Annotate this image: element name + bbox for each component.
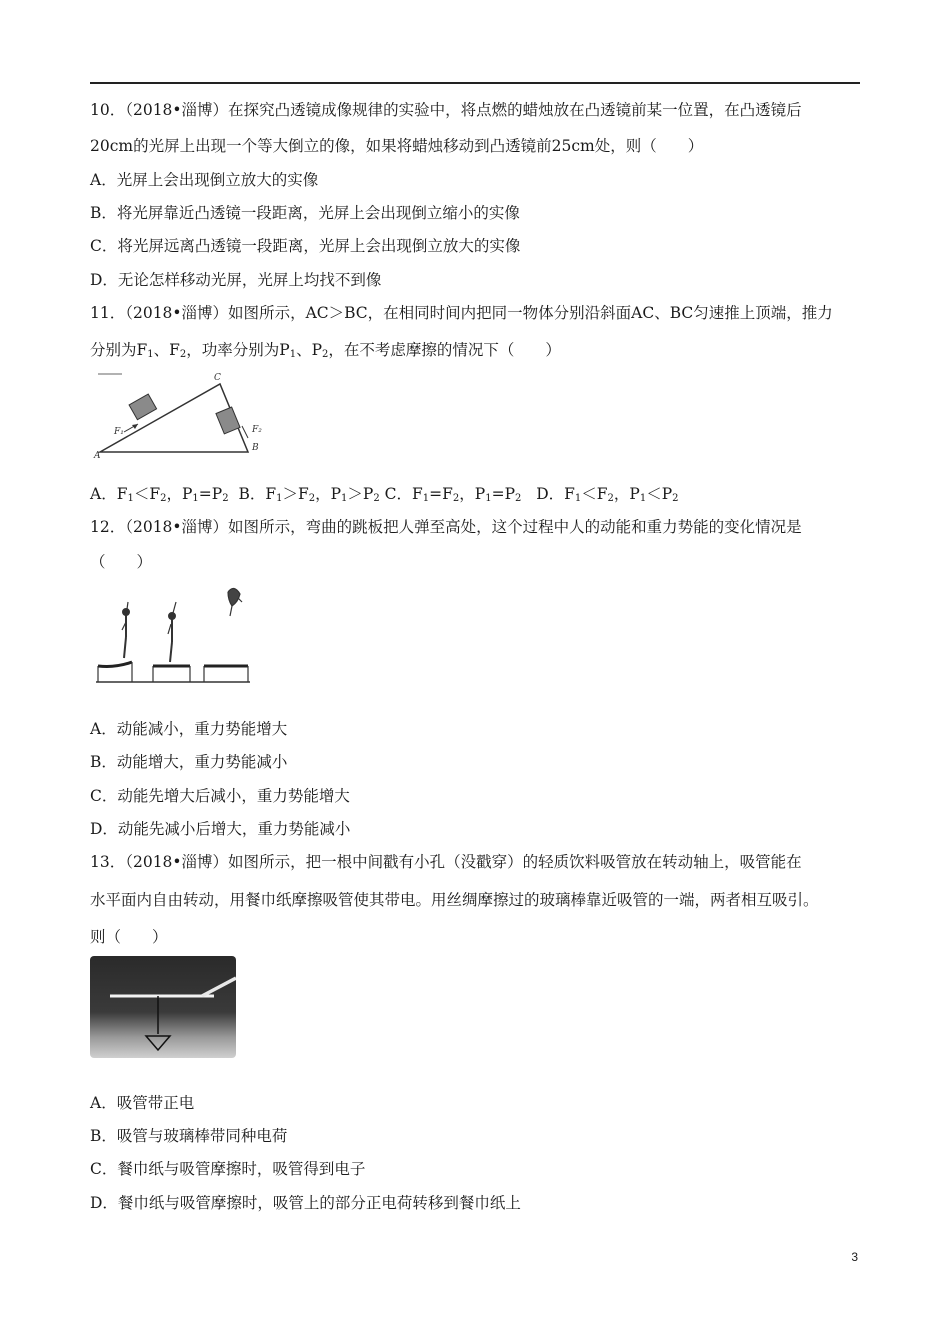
q11-stem-line1: 11．（2018•淄博）如图所示，AC＞BC，在相同时间内把同一物体分别沿斜面AC、BC匀速推上顶端，推力	[90, 304, 833, 322]
springboard-figure	[92, 582, 252, 686]
q12-option-b: B．动能增大，重力势能减小	[90, 753, 288, 771]
diver-3	[228, 588, 242, 616]
incline-figure	[92, 368, 272, 460]
f2-arrow	[242, 426, 248, 438]
page-number: 3	[851, 1250, 858, 1264]
q10-stem-line2: 20cm的光屏上出现一个等大倒立的像，如果将蜡烛移动到凸透镜前25cm处，则（ ）	[90, 137, 704, 155]
photo-background	[90, 956, 236, 1058]
header-rule	[90, 82, 860, 84]
label-b: B	[252, 443, 259, 453]
q12-option-c: C．动能先增大后减小，重力势能增大	[90, 787, 350, 805]
q10-option-b: B．将光屏靠近凸透镜一段距离，光屏上会出现倒立缩小的实像	[90, 204, 520, 222]
q10-stem-line1: 10．（2018•淄博）在探究凸透镜成像规律的实验中，将点燃的蜡烛放在凸透镜前某一位置，在凸透镜后	[90, 101, 802, 119]
springboard-flat-2	[204, 666, 248, 682]
label-f2: F₂	[252, 425, 262, 435]
springboard-flat-1	[153, 666, 190, 682]
diver-1	[122, 602, 129, 658]
block-on-bc	[216, 407, 240, 434]
q13-option-a: A．吸管带正电	[90, 1094, 195, 1112]
q12-option-a: A．动能减小，重力势能增大	[90, 720, 288, 738]
label-c: C	[214, 373, 221, 383]
straw-photo	[90, 956, 236, 1058]
label-a: A	[94, 451, 101, 460]
q13-stem-line2: 水平面内自由转动，用餐巾纸摩擦吸管使其带电。用丝绸摩擦过的玻璃棒靠近吸管的一端，两者相互吸引。	[90, 891, 819, 909]
label-f1: F₁	[114, 427, 124, 437]
q10-option-c: C．将光屏远离凸透镜一段距离，光屏上会出现倒立放大的实像	[90, 237, 521, 255]
diver-2	[168, 602, 176, 662]
q11-options-line: A．$F_1<F_2$，$P_1=P_2$ B．$F_1>F_2$，$P_1>P_2$ C．$F_1=F_2$，$P_1=P_2$ D．$F_1<F_2$，$P_1<P_2$	[90, 485, 679, 504]
q12-option-d: D．动能先减小后增大，重力势能减小	[90, 820, 351, 838]
q13-stem-line3: 则（ ）	[90, 928, 168, 946]
q11-stem-line2: 分别为$F_1$、$F_2$，功率分别为$P_1$、$P_2$，在不考虑摩擦的情况下（ ）	[90, 341, 561, 360]
q13-stem-line1: 13．（2018•淄博）如图所示，把一根中间戳有小孔（没戳穿）的轻质饮料吸管放在转动轴上，吸管能在	[90, 853, 802, 871]
springboard-bent	[98, 662, 132, 682]
q10-option-d: D．无论怎样移动光屏，光屏上均找不到像	[90, 271, 382, 289]
q12-stem-line1: 12．（2018•淄博）如图所示，弯曲的跳板把人弹至高处，这个过程中人的动能和重力势能的变化情况是	[90, 518, 802, 536]
block-on-ac	[129, 394, 157, 420]
q10-option-a: A．光屏上会出现倒立放大的实像	[90, 171, 319, 189]
q13-option-b: B．吸管与玻璃棒带同种电荷	[90, 1127, 288, 1145]
q12-stem-line2: （ ）	[90, 553, 153, 571]
q13-option-d: D．餐巾纸与吸管摩擦时，吸管上的部分正电荷转移到餐巾纸上	[90, 1194, 521, 1212]
q13-option-c: C．餐巾纸与吸管摩擦时，吸管得到电子	[90, 1160, 366, 1178]
